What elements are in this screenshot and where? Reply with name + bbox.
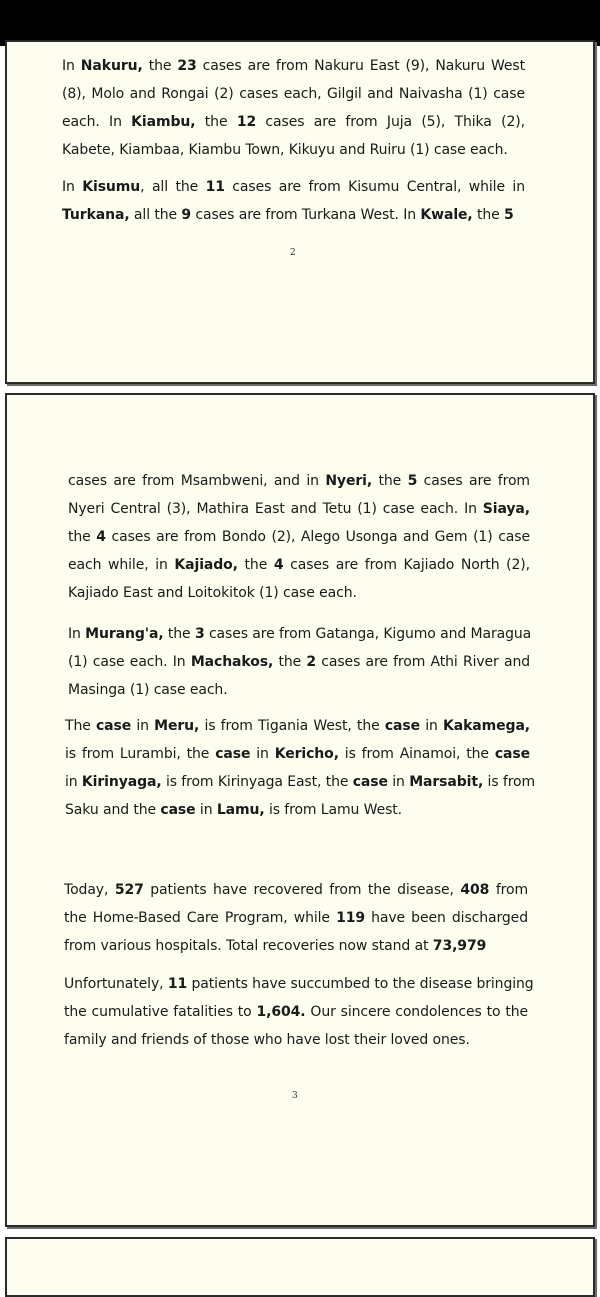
bold-text: Kwale, xyxy=(420,207,473,223)
bold-text: Kiambu, xyxy=(131,114,196,130)
bold-text: 3 xyxy=(194,626,205,642)
text-line xyxy=(68,648,530,676)
text-run: The xyxy=(65,718,96,734)
text-line xyxy=(68,579,530,607)
bold-text: Nyeri, xyxy=(325,473,373,489)
page-number: 2 xyxy=(290,248,296,258)
text-run: the xyxy=(237,557,274,573)
text-run: cases are from Kisumu Central, while in xyxy=(224,179,525,195)
text-run: In xyxy=(62,179,83,195)
bold-text: case xyxy=(160,802,196,818)
text-run: from various hospitals. Total recoveries now stand at xyxy=(64,938,433,954)
text-line xyxy=(64,904,528,932)
bold-text: 2 xyxy=(306,654,317,670)
text-line xyxy=(65,712,530,740)
text-line xyxy=(62,52,525,80)
text-run: is from Kirinyaga East, the xyxy=(161,774,353,790)
bold-text: 4 xyxy=(273,557,284,573)
text-line xyxy=(64,932,528,960)
text-run: the xyxy=(273,654,307,670)
text-run: is from Ainamoi, the xyxy=(338,746,495,762)
text-run: all the xyxy=(129,207,182,223)
bold-text: Kisumu xyxy=(82,179,141,195)
document-page xyxy=(5,393,595,1227)
bold-text: 119 xyxy=(336,910,365,926)
text-run: is from Lamu West. xyxy=(264,802,403,818)
text-run: cases are from Nakuru East (9), Nakuru West xyxy=(196,58,525,74)
text-line xyxy=(65,768,536,796)
text-line xyxy=(65,796,530,824)
bold-text: Kirinyaga, xyxy=(81,774,162,790)
text-run: cases are from xyxy=(417,473,530,489)
paragraph xyxy=(68,620,530,704)
text-run: Kabete, Kiambaa, Kiambu Town, Kikuyu and Ruiru (1) case each. xyxy=(62,142,508,158)
bold-text: Murang'a, xyxy=(85,626,164,642)
text-run: in xyxy=(387,774,410,790)
text-run: is from Lurambi, the xyxy=(65,746,216,762)
text-run: (8), Molo and Rongai (2) cases each, Gilgil and Naivasha (1) case xyxy=(62,86,525,102)
text-run: patients have recovered from the disease, xyxy=(143,882,461,898)
text-line xyxy=(68,676,530,704)
text-line xyxy=(62,80,525,108)
bold-text: 73,979 xyxy=(432,938,487,954)
text-run: is from xyxy=(483,774,536,790)
bold-text: 5 xyxy=(407,473,418,489)
text-run: Today, xyxy=(64,882,115,898)
bold-text: Marsabit, xyxy=(409,774,484,790)
text-run: patients have succumbed to the disease bringing xyxy=(187,976,534,992)
bold-text: Lamu, xyxy=(216,802,265,818)
bold-text: Siaya, xyxy=(482,501,530,517)
bold-text: Kajiado, xyxy=(174,557,238,573)
bold-text: case xyxy=(352,774,388,790)
bold-text: 1,604. xyxy=(256,1004,306,1020)
text-run: the xyxy=(68,529,97,545)
text-run: Masinga (1) case each. xyxy=(68,682,228,698)
text-run: In xyxy=(62,58,81,74)
bold-text: 12 xyxy=(236,114,257,130)
paragraph xyxy=(64,876,528,960)
text-run: cases are from Juja (5), Thika (2), xyxy=(256,114,525,130)
bold-text: case xyxy=(494,746,530,762)
text-run: Nyeri Central (3), Mathira East and Tetu (1) case each. In xyxy=(68,501,483,517)
text-line xyxy=(64,998,528,1026)
bold-text: Nakuru, xyxy=(80,58,143,74)
text-run: from xyxy=(489,882,528,898)
text-line xyxy=(68,551,530,579)
paragraph xyxy=(65,712,536,824)
text-run: cases are from Bondo (2), Alego Usonga and Gem (1) case xyxy=(105,529,530,545)
text-run: cases are from Msambweni, and in xyxy=(68,473,326,489)
page-number: 3 xyxy=(292,1091,298,1101)
document-page xyxy=(5,40,595,384)
text-run: the xyxy=(195,114,237,130)
text-run: family and friends of those who have lost their loved ones. xyxy=(64,1032,470,1048)
bold-text: Kericho, xyxy=(274,746,339,762)
text-run: cases are from Turkana West. In xyxy=(191,207,421,223)
paragraph xyxy=(62,52,525,164)
bold-text: case xyxy=(215,746,251,762)
text-line xyxy=(62,108,525,136)
text-run: cases are from Kajiado North (2), xyxy=(283,557,530,573)
text-line xyxy=(62,136,525,164)
bold-text: 408 xyxy=(460,882,490,898)
text-line xyxy=(62,201,525,229)
text-line xyxy=(62,173,525,201)
text-run: In xyxy=(68,626,86,642)
text-run: , all the xyxy=(140,179,206,195)
paragraph xyxy=(68,467,530,607)
text-line xyxy=(68,495,530,523)
paragraph xyxy=(62,173,525,229)
text-run: the xyxy=(372,473,408,489)
bold-text: 11 xyxy=(167,976,188,992)
text-line xyxy=(68,620,530,648)
text-run: cases are from Athi River and xyxy=(316,654,530,670)
paragraph xyxy=(64,970,534,1054)
text-line xyxy=(68,523,530,551)
bold-text: 9 xyxy=(181,207,192,223)
document-page xyxy=(5,1237,595,1297)
text-run: in xyxy=(250,746,275,762)
text-run: Our sincere condolences to the xyxy=(305,1004,528,1020)
text-run: in xyxy=(195,802,217,818)
text-run: each. In xyxy=(62,114,132,130)
text-line xyxy=(64,876,528,904)
text-line xyxy=(64,1026,528,1054)
bold-text: 23 xyxy=(177,58,197,74)
text-run: the cumulative fatalities to xyxy=(64,1004,257,1020)
text-run: the xyxy=(163,626,195,642)
text-run: in xyxy=(131,718,155,734)
text-run: the xyxy=(142,58,178,74)
text-run: the Home-Based Care Program, while xyxy=(64,910,337,926)
text-line xyxy=(65,740,530,768)
bold-text: 11 xyxy=(205,179,225,195)
text-line xyxy=(68,467,530,495)
bold-text: Turkana, xyxy=(62,207,130,223)
text-run: Kajiado East and Loitokitok (1) case each. xyxy=(68,585,357,601)
text-run: in xyxy=(420,718,443,734)
text-run: Saku and the xyxy=(65,802,161,818)
text-run: is from Tigania West, the xyxy=(199,718,385,734)
text-run: each while, in xyxy=(68,557,175,573)
text-line xyxy=(64,970,534,998)
bold-text: Kakamega, xyxy=(442,718,531,734)
bold-text: case xyxy=(95,718,132,734)
text-run: (1) case each. In xyxy=(68,654,191,670)
bold-text: Meru, xyxy=(154,718,200,734)
bold-text: 527 xyxy=(114,882,144,898)
text-run: in xyxy=(65,774,82,790)
text-run: cases are from Gatanga, Kigumo and Maragua xyxy=(204,626,532,642)
text-run: the xyxy=(472,207,505,223)
bold-text: Machakos, xyxy=(190,654,274,670)
bold-text: 4 xyxy=(96,529,106,545)
text-run: Unfortunately, xyxy=(64,976,168,992)
bold-text: 5 xyxy=(504,207,514,223)
text-run: have been discharged xyxy=(365,910,528,926)
bold-text: case xyxy=(384,718,420,734)
